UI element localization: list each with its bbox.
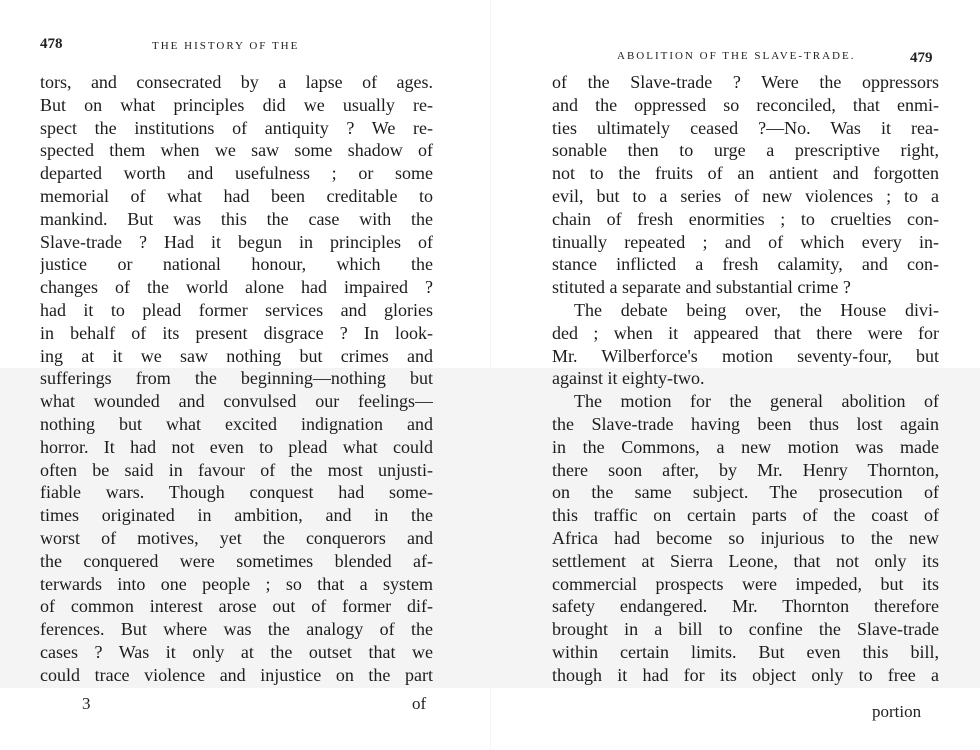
text-line: memorial of what had been creditable to	[40, 185, 433, 206]
text-line: spected them when we saw some shadow of	[40, 140, 433, 161]
text-line: ties ultimately ceased ?—No. Was it rea-	[552, 117, 939, 138]
text-line: ferences. But where was the analogy of the	[40, 619, 433, 640]
left-body-text	[40, 71, 433, 687]
text-line: there soon after, by Mr. Henry Thornton,	[552, 459, 939, 480]
text-line: of common interest arose out of former dif-	[40, 596, 433, 617]
text-line: commercial prospects were impeded, but its	[552, 573, 939, 594]
right-running-head: ABOLITION OF THE SLAVE-TRADE.	[617, 50, 856, 62]
text-line: mankind. But was this the case with the	[40, 208, 433, 229]
text-line: within certain limits. But even this bill,	[552, 641, 939, 662]
text-line: this traffic on certain parts of the coast of	[552, 505, 939, 526]
text-line: evil, but to a series of new violences ; to a	[552, 185, 939, 206]
text-line: brought in a bill to confine the Slave-trade	[552, 619, 939, 640]
text-line: though it had for its object only to free a	[552, 664, 939, 685]
text-line: in the Commons, a new motion was made	[552, 436, 939, 457]
text-line: in behalf of its present disgrace ? In look-	[40, 322, 433, 343]
text-line: and the oppressed so reconciled, that enmi-	[552, 94, 939, 115]
text-line: justice or national honour, which the	[40, 254, 433, 275]
left-page-number: 478	[40, 36, 63, 52]
right-body-text	[552, 71, 939, 687]
text-line: what wounded and convulsed our feelings—	[40, 391, 433, 412]
text-line: safety endangered. Mr. Thornton therefore	[552, 596, 939, 617]
text-line: nothing but what excited indignation and	[40, 413, 433, 434]
text-line: departed worth and usefulness ; or some	[40, 163, 433, 184]
signature-mark: 3	[82, 694, 91, 713]
text-line: Slave-trade ? Had it begun in principles of	[40, 231, 433, 252]
text-line: changes of the world alone had impaired ?	[40, 277, 433, 298]
text-line: terwards into one people ; so that a system	[40, 573, 433, 594]
text-line: tinually repeated ; and of which every in-	[552, 231, 939, 252]
text-line: spect the institutions of antiquity ? We re-	[40, 117, 433, 138]
text-line: The motion for the general abolition of	[574, 391, 939, 412]
text-line: horror. It had not even to plead what could	[40, 436, 433, 457]
text-line: Mr. Wilberforce's motion seventy-four, but	[552, 345, 939, 366]
text-line: times originated in ambition, and in the	[40, 505, 433, 526]
text-line: fiable wars. Though conquest had some-	[40, 482, 433, 503]
text-line: sufferings from the beginning—nothing but	[40, 368, 433, 389]
text-line: stance inflicted a fresh calamity, and con-	[552, 254, 939, 275]
text-line: settlement at Sierra Leone, that not only its	[552, 550, 939, 571]
left-catchword: of	[412, 694, 427, 713]
text-line: the Slave-trade having been thus lost again	[552, 413, 939, 434]
right-page-number: 479	[910, 50, 933, 66]
text-line: sonable then to urge a prescriptive right,	[552, 140, 939, 161]
right-catchword: portion	[872, 702, 922, 721]
text-line: not to the fruits of an antient and forgotten	[552, 163, 939, 184]
text-line: chain of fresh enormities ; to cruelties con-	[552, 208, 939, 229]
text-line: ing at it we saw nothing but crimes and	[40, 345, 433, 366]
text-line: on the same subject. The prosecution of	[552, 482, 939, 503]
text-line: often be said in favour of the most unjusti-	[40, 459, 433, 480]
text-line: The debate being over, the House divi-	[574, 299, 939, 320]
text-line: But on what principles did we usually re-	[40, 94, 433, 115]
text-line: ded ; when it appeared that there were for	[552, 322, 939, 343]
text-line: worst of motives, yet the conquerors and	[40, 527, 433, 548]
text-line: Africa had become so injurious to the new	[552, 527, 939, 548]
text-line: stituted a separate and substantial crime ?	[552, 277, 851, 298]
text-line: could trace violence and injustice on the part	[40, 664, 433, 685]
text-line: the conquered were sometimes blended af-	[40, 550, 433, 571]
text-line: of the Slave-trade ? Were the oppressors	[552, 72, 939, 92]
text-line: tors, and consecrated by a lapse of ages.	[40, 72, 433, 92]
text-line: cases ? Was it only at the outset that we	[40, 641, 433, 662]
left-running-head: THE HISTORY OF THE	[152, 40, 300, 52]
text-line: against it eighty-two.	[552, 368, 705, 389]
text-line: had it to plead former services and glories	[40, 299, 433, 320]
